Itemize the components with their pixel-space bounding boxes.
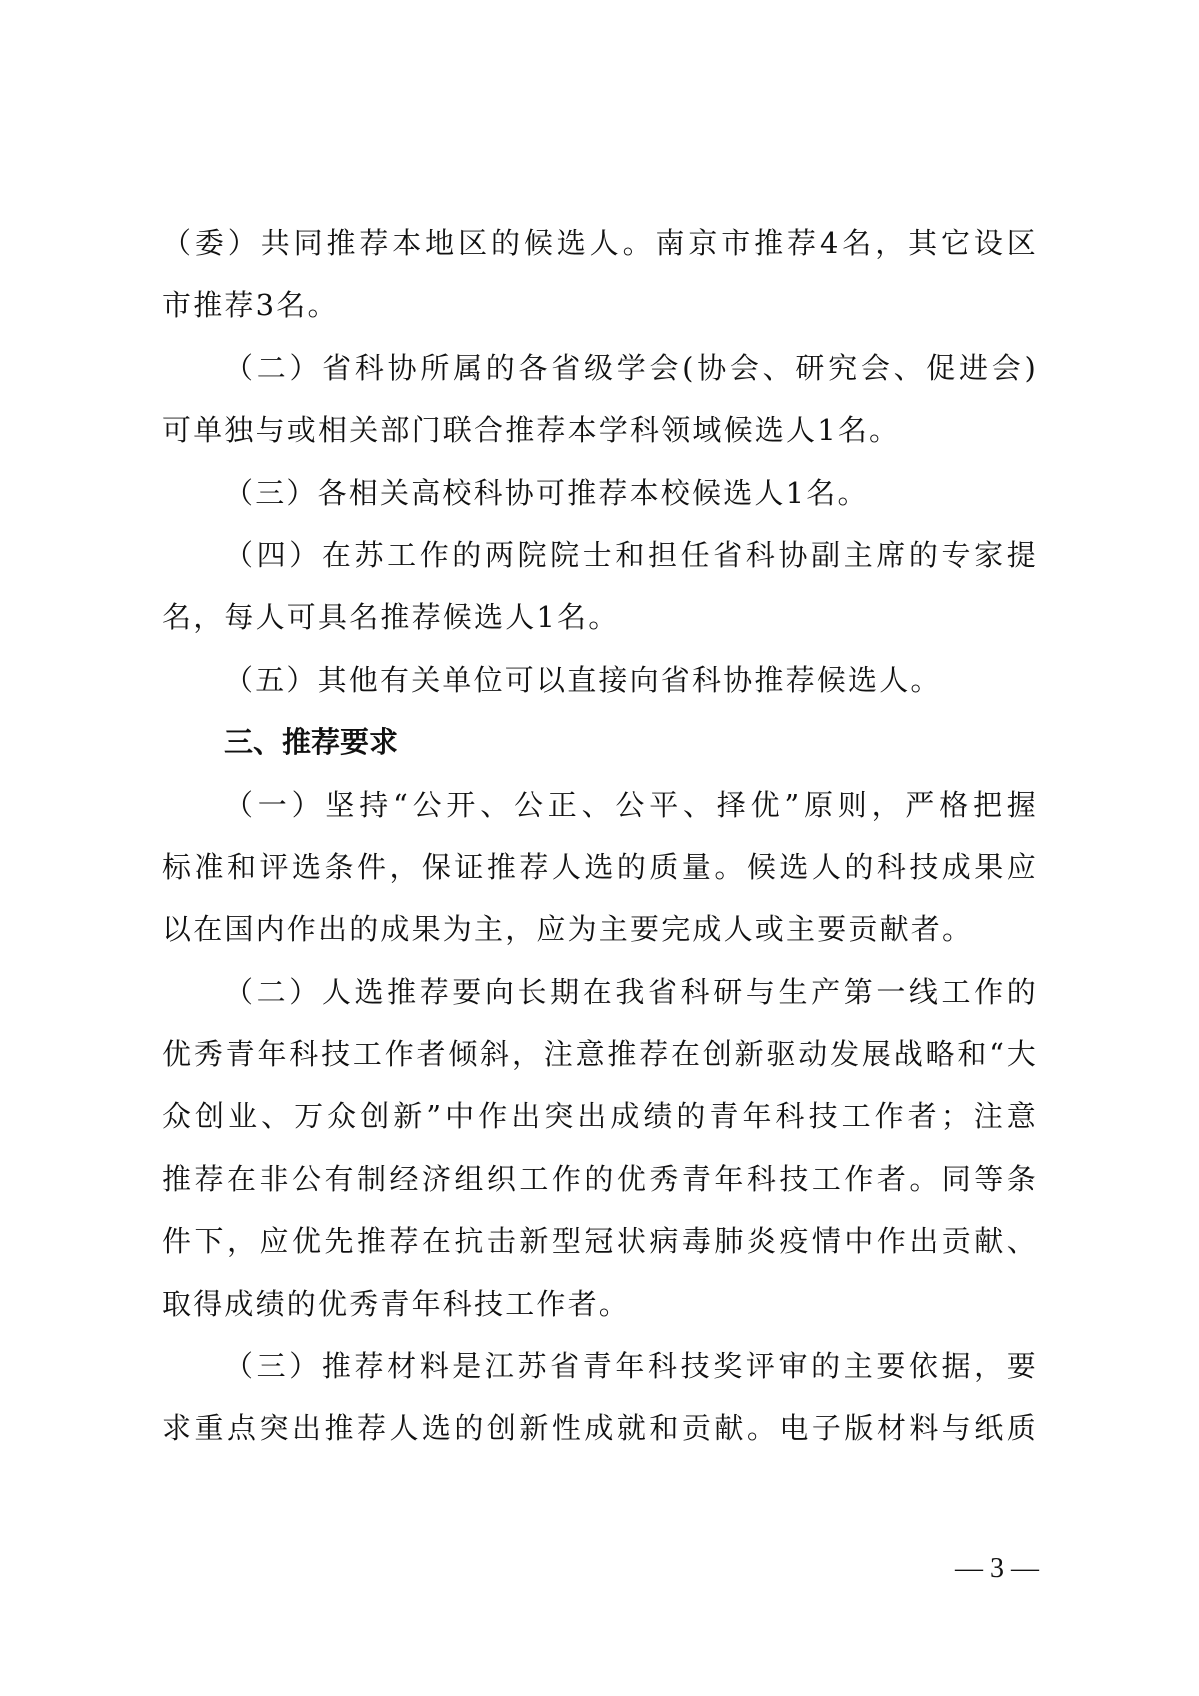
paragraph-line: （五）其他有关单位可以直接向省科协推荐候选人。 xyxy=(224,662,942,697)
paragraph-line: 以在国内作出的成果为主，应为主要完成人或主要贡献者。 xyxy=(162,912,974,947)
paragraph-line: （三）各相关高校科协可推荐本校候选人1名。 xyxy=(224,475,869,510)
page-number: — 3 — xyxy=(955,1553,1039,1584)
paragraph-line: 众创业、万众创新”中作出突出成绩的青年科技工作者；注意 xyxy=(162,1099,1038,1134)
paragraph-line: 市推荐3名。 xyxy=(162,288,339,323)
paragraph-line: 推荐在非公有制经济组织工作的优秀青年科技工作者。同等条 xyxy=(162,1161,1038,1196)
paragraph-line: 名，每人可具名推荐候选人1名。 xyxy=(162,600,620,635)
paragraph-line: 求重点突出推荐人选的创新性成就和贡献。电子版材料与纸质 xyxy=(162,1411,1038,1446)
section-heading: 三、推荐要求 xyxy=(224,725,399,760)
paragraph-line: （三）推荐材料是江苏省青年科技奖评审的主要依据，要 xyxy=(224,1349,1038,1384)
paragraph-line: （委）共同推荐本地区的候选人。南京市推荐4名，其它设区 xyxy=(162,226,1038,260)
paragraph-line: 可单独与或相关部门联合推荐本学科领域候选人1名。 xyxy=(162,413,901,448)
paragraph-line: （一）坚持“公开、公正、公平、择优”原则，严格把握 xyxy=(224,787,1038,822)
paragraph-line: （二）省科协所属的各省级学会(协会、研究会、促进会) xyxy=(224,350,1038,385)
paragraph-line: 取得成绩的优秀青年科技工作者。 xyxy=(162,1286,631,1321)
paragraph-line: 优秀青年科技工作者倾斜，注意推荐在创新驱动发展战略和“大 xyxy=(162,1037,1038,1072)
paragraph-line: （二）人选推荐要向长期在我省科研与生产第一线工作的 xyxy=(224,974,1038,1009)
document-body xyxy=(162,212,1038,1460)
paragraph-line: 标准和评选条件，保证推荐人选的质量。候选人的科技成果应 xyxy=(162,849,1038,884)
paragraph-line: 件下，应优先推荐在抗击新型冠状病毒肺炎疫情中作出贡献、 xyxy=(162,1224,1038,1259)
paragraph-line: （四）在苏工作的两院院士和担任省科协副主席的专家提 xyxy=(224,537,1038,572)
